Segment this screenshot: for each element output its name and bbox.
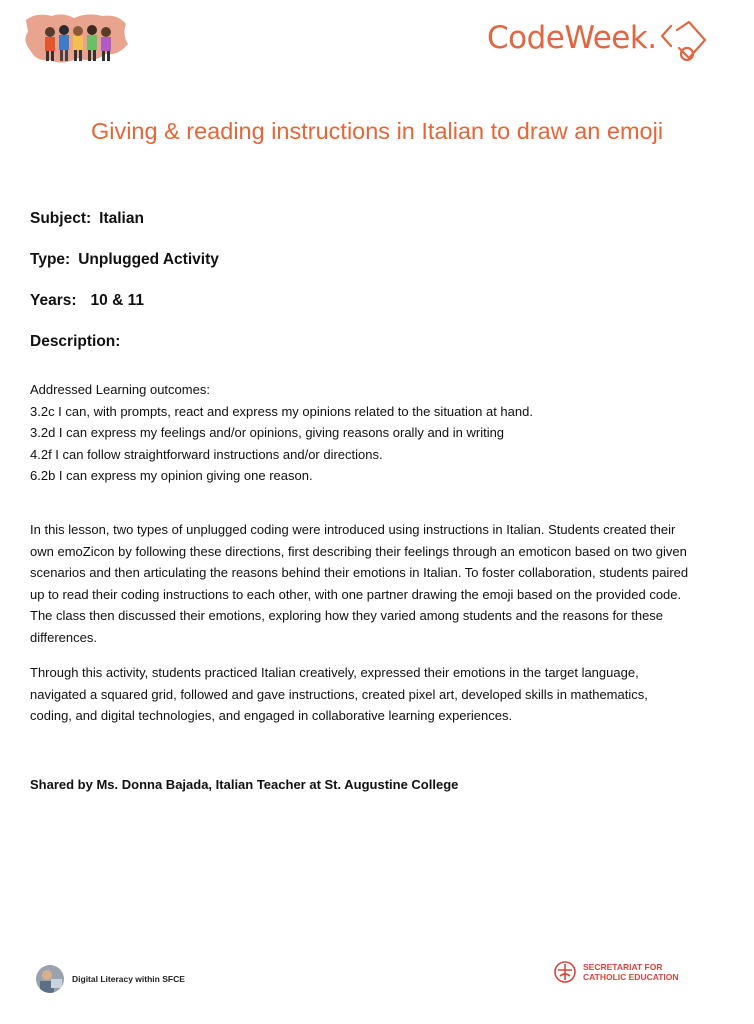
years-field xyxy=(30,292,144,310)
years-label: Years: xyxy=(30,292,77,309)
description-heading: Description: xyxy=(30,333,121,350)
activity-paragraph: Through this activity, students practiced Italian creatively, expressed their emotions in the target language, navigated a squared grid, followed and gave instructions, created pixel art, developed skills in mathematics, coding, and digital technologies, and engaged in collaborative learning experiences. xyxy=(30,665,648,723)
footer-right-line1: SECRETARIAT FOR xyxy=(583,961,663,972)
outcome-item: 3.2c I can, with prompts, react and express my opinions related to the situation at hand. xyxy=(30,403,533,419)
avatar xyxy=(36,965,64,993)
type-field xyxy=(30,251,219,269)
codeweek-logo xyxy=(487,18,711,66)
subject-field xyxy=(30,210,144,228)
outcome-item: 4.2f I can follow straightforward instructions and/or directions. xyxy=(30,446,383,462)
kids-world-map-logo xyxy=(22,10,130,72)
footer-right-text xyxy=(583,962,679,983)
outcome-item: 3.2d I can express my feelings and/or opinions, giving reasons orally and in writing xyxy=(30,425,505,440)
footer-right-line2: CATHOLIC EDUCATION xyxy=(583,972,679,982)
subject-label: Subject: xyxy=(30,210,92,227)
shared-by: Shared by Ms. Donna Bajada, Italian Teacher at St. Augustine College xyxy=(30,777,459,792)
footer-secretariat xyxy=(553,960,679,984)
years-value: 10 & 11 xyxy=(90,292,144,309)
type-value: Unplugged Activity xyxy=(78,251,219,268)
learning-outcomes xyxy=(30,379,533,487)
outcome-item: 6.2b I can express my opinion giving one reason. xyxy=(30,468,313,483)
secretariat-emblem-icon xyxy=(553,960,577,984)
codeweek-icon xyxy=(659,18,711,66)
subject-value: Italian xyxy=(99,210,144,227)
codeweek-wordmark: CodeWeek. xyxy=(487,20,657,56)
footer-digital-literacy xyxy=(36,965,185,993)
outcomes-heading: Addressed Learning outcomes: xyxy=(30,382,210,397)
type-label: Type: xyxy=(30,251,71,268)
footer-left-text: Digital Literacy within SFCE xyxy=(72,974,185,984)
lesson-paragraph: In this lesson, two types of unplugged coding were introduced using instructions in Italian. Students created their own emoZicon by following these directions, first describing their feelings through an emoticon based on two given scenarios and then articulating the reasons behind their emotions in Italian. To foster collaboration, students paired up to read their coding instructions to each other, with one partner drawing the emoji based on the provided code. The class then discussed their emotions, exploring how they varied among students and the reasons for these differences. xyxy=(30,522,689,645)
document-title: Giving & reading instructions in Italian to draw an emoji xyxy=(90,118,664,144)
